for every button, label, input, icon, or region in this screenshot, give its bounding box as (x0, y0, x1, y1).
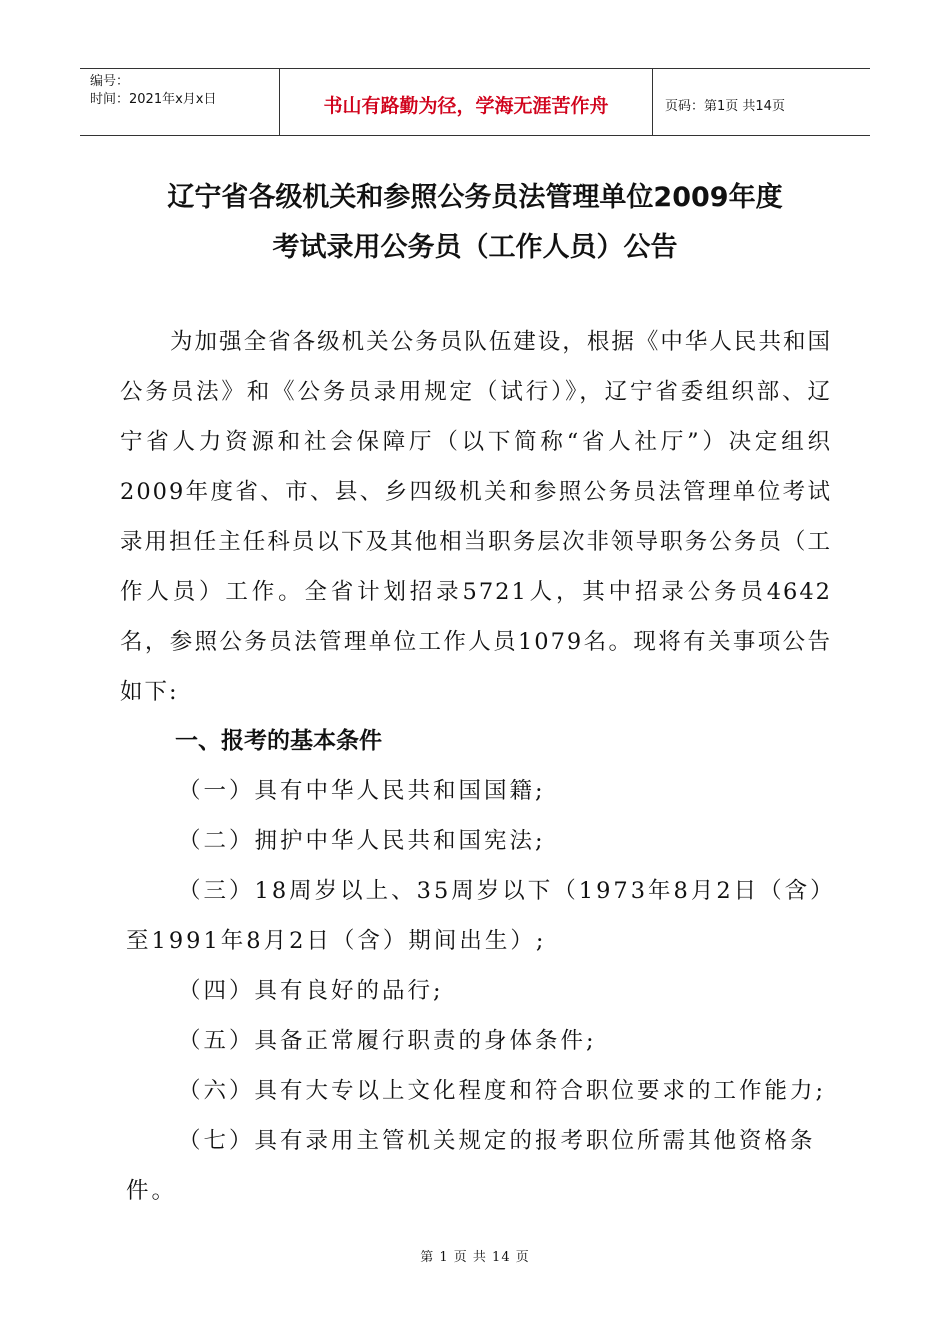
time-label: 时间：2021年x月x日 (90, 92, 217, 107)
page-footer: 第 1 页 共 14 页 (420, 1250, 530, 1265)
intro-paragraph (120, 317, 832, 717)
section1-heading: 一、报考的基本条件 (175, 728, 382, 754)
document-title-line2: 考试录用公务员（工作人员）公告 (272, 232, 678, 263)
condition-item: （六）具有大专以上文化程度和符合职位要求的工作能力; (178, 1078, 827, 1104)
document-title-line1: 辽宁省各级机关和参照公务员法管理单位2009年度 (167, 182, 783, 213)
number-label: 编号： (90, 74, 130, 89)
header-meta (80, 69, 280, 135)
condition-item: （三）18周岁以上、35周岁以下（1973年8月2日（含） (178, 878, 836, 904)
condition-item: （五）具备正常履行职责的身体条件; (178, 1028, 597, 1054)
document-header (80, 68, 870, 136)
header-motto: 书山有路勤为径，学海无涯苦作舟 (280, 69, 653, 135)
condition-item: （七）具有录用主管机关规定的报考职位所需其他资格条 (178, 1128, 816, 1154)
header-page-info: 页码：第1页 共14页 (665, 98, 785, 114)
intro-text: 为加强全省各级机关公务员队伍建设，根据《中华人民共和国公务员法》和《公务员录用规定（试行）》，辽宁省委组织部、辽宁省人力资源和社会保障厅（以下简称“省人社厅”）决定组织2009年度省、市、县、乡四级机关和参照公务员法管理单位考试录用担任主任科员以下及其他相当职务层次非领导职务公务员（工作人员）工作。全省计划招录5721人，其中招录公务员4642名，参照公务员法管理单位工作人员1079名。现将有关事项公告如下: (120, 329, 832, 705)
condition-item: （二）拥护中华人民共和国宪法; (178, 828, 546, 854)
condition-item-continuation: 至1991年8月2日（含）期间出生）; (126, 928, 547, 954)
condition-item-continuation: 件。 (126, 1178, 178, 1204)
condition-item: （四）具有良好的品行; (178, 978, 444, 1004)
condition-item: （一）具有中华人民共和国国籍; (178, 778, 546, 804)
